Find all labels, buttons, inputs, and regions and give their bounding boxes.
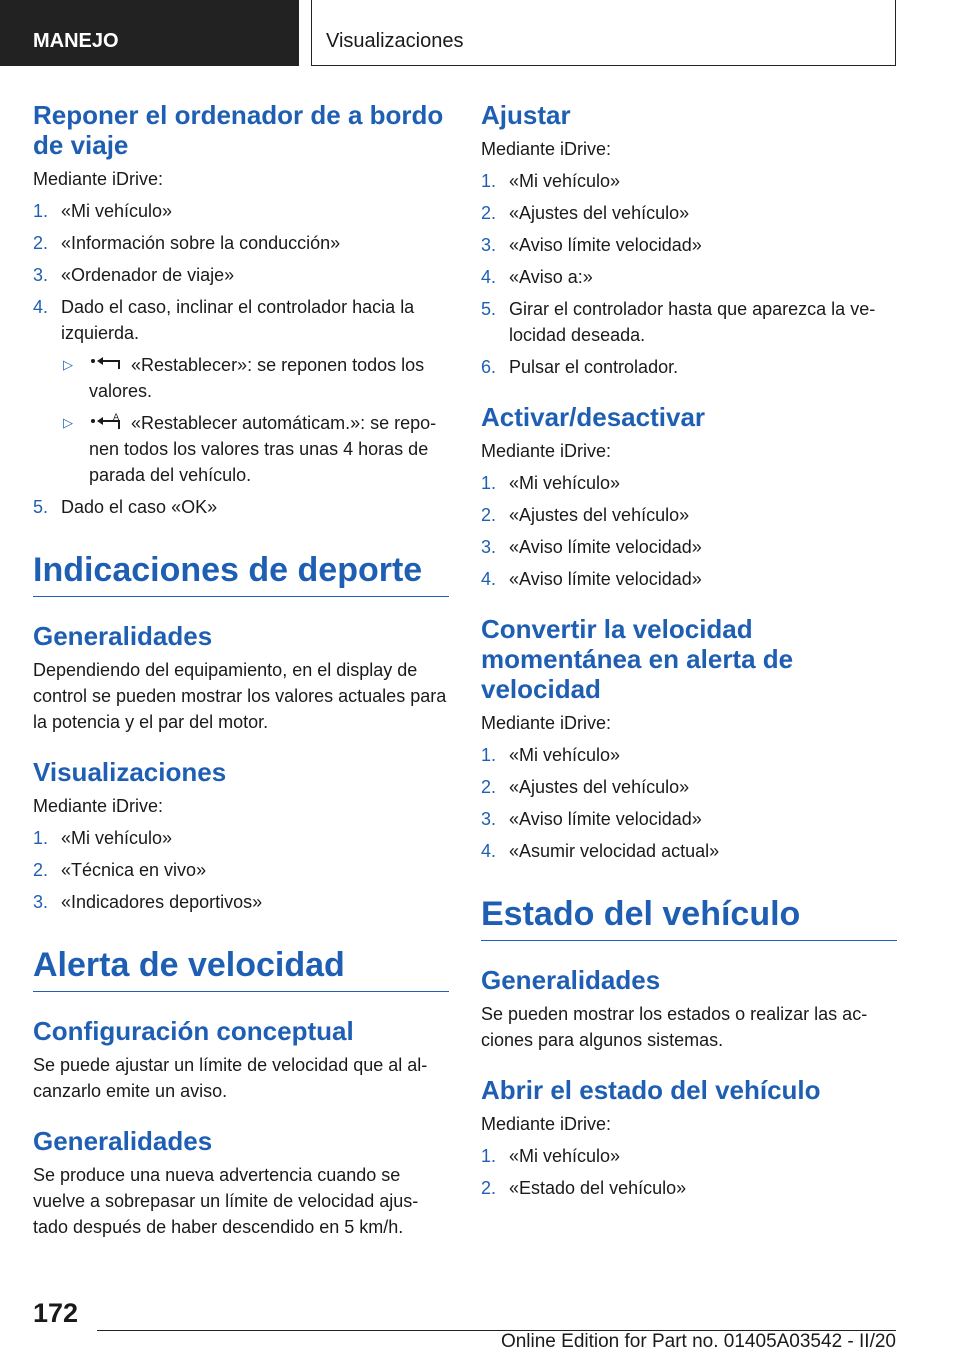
list-item: 2. «Ajustes del vehículo»	[481, 777, 690, 797]
vehicle-status-heading: Estado del vehículo	[481, 894, 897, 941]
list-item: 6. Pulsar el controlador.	[481, 357, 679, 377]
page-header	[0, 0, 960, 66]
list-item: 2. «Técnica en vivo»	[33, 860, 207, 880]
list-item: 3. «Aviso límite velocidad»	[481, 235, 702, 255]
page-number: 172	[33, 1298, 79, 1328]
list-item: 3. «Ordenador de viaje»	[33, 265, 235, 285]
convert-heading: Convertir la velocidad momentánea en alerta de velocidad	[481, 614, 794, 704]
toggle-heading: Activar/desactivar	[481, 402, 706, 432]
chapter-title: Visualizaciones	[311, 0, 896, 66]
status-general-heading: Generalidades	[481, 965, 661, 995]
concept-heading: Configuración conceptual	[33, 1016, 354, 1046]
list-item: 1. «Mi vehículo»	[33, 201, 173, 221]
speed-alert-heading: Alerta de velocidad	[33, 945, 449, 992]
open-status-heading: Abrir el estado del vehículo	[481, 1075, 821, 1105]
reset-trip-computer-heading: Reponer el ordenador de a bordo de viaje	[33, 100, 444, 160]
list-item: 4. «Asumir velocidad actual»	[481, 841, 720, 861]
adjust-intro: Mediante iDrive:	[481, 139, 612, 159]
toggle-steps	[481, 470, 897, 592]
edition-note: Online Edition for Part no. 01405A03542 - II/20	[500, 1331, 896, 1352]
adjust-steps	[481, 168, 897, 380]
sport-general-text: Dependiendo del equipamiento, en el display de control se pueden mostrar los valores actuales para la potencia y el par del motor.	[33, 660, 447, 732]
list-item: 3. «Aviso límite velocidad»	[481, 537, 702, 557]
list-item: 1. «Mi vehículo»	[481, 1146, 621, 1166]
list-item: 4. Dado el caso, inclinar el controlador hacia la izquierda. ▷ «Restablecer»: se reponen todos los valores. ▷ A «Restablecer automáticam.»: se repo‐ nen todos los valores tras unas 4 horas de parada del vehículo.	[33, 294, 449, 488]
list-item: 5. Dado el caso «OK»	[33, 497, 218, 517]
status-general-text: Se pueden mostrar los estados o realizar las ac‐ ciones para algunos sistemas.	[481, 1004, 868, 1050]
toggle-intro: Mediante iDrive:	[481, 441, 612, 461]
list-item: 2. «Ajustes del vehículo»	[481, 203, 690, 223]
sport-visualizations-intro: Mediante iDrive:	[33, 796, 164, 816]
list-item: 1. «Mi vehículo»	[481, 745, 621, 765]
list-item: 4. «Aviso a:»	[481, 267, 593, 287]
list-item: 2. «Estado del vehículo»	[481, 1178, 687, 1198]
section-tab: MANEJO	[0, 0, 299, 66]
sub-item: ▷ A «Restablecer automáticam.»: se repo‐ nen todos los valores tras unas 4 horas de parada del vehículo.	[61, 410, 449, 488]
adjust-heading: Ajustar	[481, 100, 571, 130]
list-item: 3. «Indicadores deportivos»	[33, 892, 263, 912]
convert-steps	[481, 742, 897, 864]
speed-general-heading: Generalidades	[33, 1126, 213, 1156]
reset-intro: Mediante iDrive:	[33, 169, 164, 189]
open-status-steps	[481, 1143, 897, 1201]
reset-steps	[33, 198, 449, 520]
concept-text: Se puede ajustar un límite de velocidad que al al‐ canzarlo emite un aviso.	[33, 1055, 428, 1101]
triangle-bullet-icon: ▷	[63, 357, 73, 372]
open-status-intro: Mediante iDrive:	[481, 1114, 612, 1134]
list-item: 1. «Mi vehículo»	[481, 473, 621, 493]
list-item: 2. «Ajustes del vehículo»	[481, 505, 690, 525]
left-column	[33, 100, 449, 1240]
list-item: 5. Girar el controlador hasta que aparezca la ve‐ locidad deseada.	[481, 299, 876, 345]
triangle-bullet-icon: ▷	[63, 415, 73, 430]
sub-item: ▷ «Restablecer»: se reponen todos los valores.	[61, 352, 449, 404]
convert-intro: Mediante iDrive:	[481, 713, 612, 733]
list-item: 1. «Mi vehículo»	[33, 828, 173, 848]
sport-displays-heading: Indicaciones de deporte	[33, 550, 449, 597]
svg-text:A: A	[113, 413, 120, 423]
sport-general-heading: Generalidades	[33, 621, 213, 651]
sport-steps	[33, 825, 449, 915]
speed-general-text: Se produce una nueva advertencia cuando se vuelve a sobrepasar un límite de velocidad ajus‐ tado después de haber descendido en 5 km/h.	[33, 1165, 419, 1237]
sport-visualizations-heading: Visualizaciones	[33, 757, 227, 787]
auto-reset-icon	[89, 413, 123, 431]
right-column	[481, 100, 897, 1201]
list-item: 4. «Aviso límite velocidad»	[481, 569, 702, 589]
list-item: 3. «Aviso límite velocidad»	[481, 809, 702, 829]
reset-arrow-icon	[89, 355, 123, 373]
list-item: 1. «Mi vehículo»	[481, 171, 621, 191]
list-item: 2. «Información sobre la conducción»	[33, 233, 341, 253]
